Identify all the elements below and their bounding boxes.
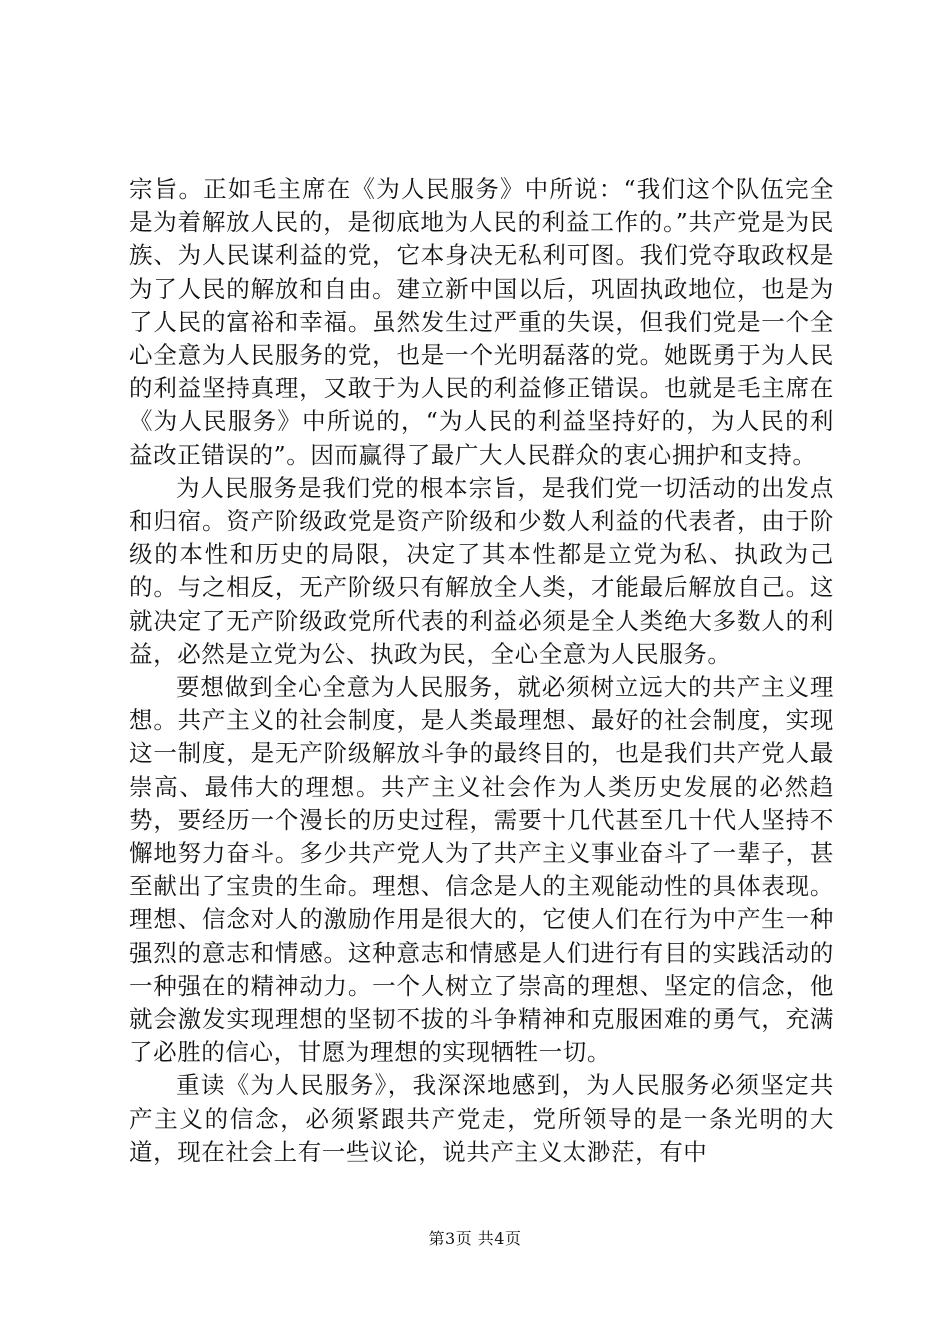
paragraph-4: 重读《为人民服务》，我深深地感到，为人民服务必须坚定共产主义的信念，必须紧跟共产党走，党所领导的是一条光明的大道，现在社会上有一些议论，说共产主义太渺茫，有中 bbox=[129, 1071, 834, 1166]
body-text bbox=[129, 173, 834, 1169]
paragraph-2: 为人民服务是我们党的根本宗旨，是我们党一切活动的出发点和归宿。资产阶级政党是资产阶级和少数人利益的代表者，由于阶级的本性和历史的局限，决定了其本性都是立党为私、执政为己的。与之相反，无产阶级只有解放全人类，才能最后解放自己。这就决定了无产阶级政党所代表的利益必须是全人类绝大多数人的利益，必然是立党为公、执政为民，全心全意为人民服务。 bbox=[129, 473, 834, 668]
page-footer: 第3页 共4页 bbox=[428, 1229, 522, 1248]
paragraph-1: 宗旨。正如毛主席在《为人民服务》中所说：“我们这个队伍完全是为着解放人民的，是彻底地为人民的利益工作的。”共产党是为民族、为人民谋利益的党，它本身决无私利可图。我们党夺取政权是为了人民的解放和自由。建立新中国以后，巩固执政地位，也是为了人民的富裕和幸福。虽然发生过严重的失误，但我们党是一个全心全意为人民服务的党，也是一个光明磊落的党。她既勇于为人民的利益坚持真理，又敢于为人民的利益修正错误。也就是毛主席在《为人民服务》中所说的，“为人民的利益坚持好的，为人民的利益改正错误的”。因而赢得了最广大人民群众的衷心拥护和支持。 bbox=[129, 175, 834, 469]
paragraph-3: 要想做到全心全意为人民服务，就必须树立远大的共产主义理想。共产主义的社会制度，是人类最理想、最好的社会制度，实现这一制度，是无产阶级解放斗争的最终目的，也是我们共产党人最崇高、最伟大的理想。共产主义社会作为人类历史发展的必然趋势，要经历一个漫长的历史过程，需要十几代甚至几十代人坚持不懈地努力奋斗。多少共产党人为了共产主义事业奋斗了一辈子，甚至献出了宝贵的生命。理想、信念是人的主观能动性的具体表现。理想、信念对人的激励作用是很大的，它使人们在行为中产生一种强烈的意志和情感。这种意志和情感是人们进行有目的实践活动的一种强在的精神动力。一个人树立了崇高的理想、坚定的信念，他就会激发实现理想的坚韧不拔的斗争精神和克服困难的勇气，充满了必胜的信心，甘愿为理想的实现牺牲一切。 bbox=[129, 673, 834, 1067]
